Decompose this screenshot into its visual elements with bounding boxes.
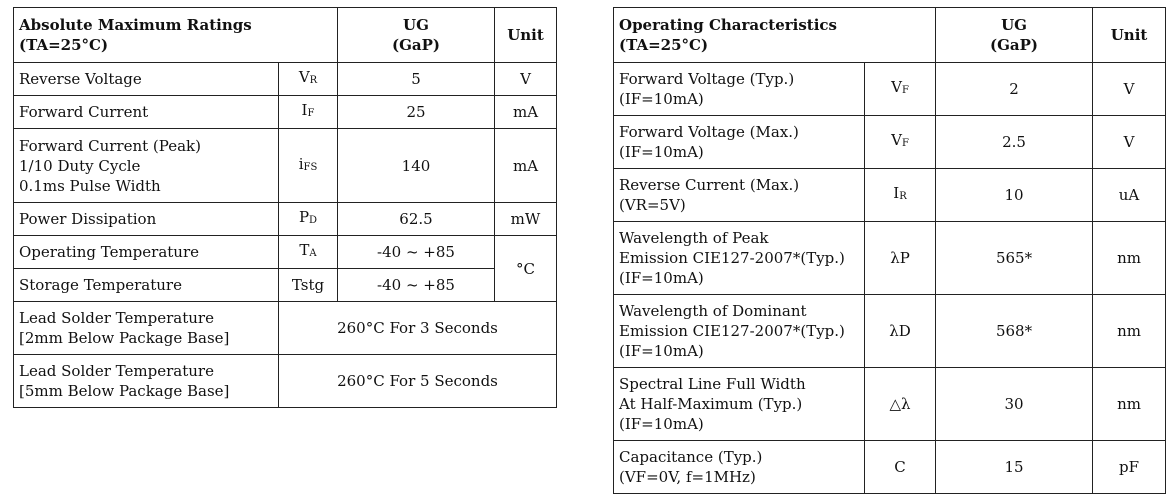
table-row (14, 302, 557, 355)
symbol-cell (865, 63, 936, 116)
symbol-cell (279, 96, 338, 129)
symbol-subscript: D (309, 215, 318, 226)
unit-cell: nm (1093, 295, 1166, 368)
param-cell: Storage Temperature (14, 269, 279, 302)
value-cell: 5 (338, 63, 495, 96)
column-gap: (GaP) (990, 36, 1039, 54)
table-row (614, 441, 1166, 494)
table-title: Absolute Maximum Ratings (19, 16, 252, 34)
unit-cell: nm (1093, 222, 1166, 295)
symbol-cell (279, 129, 338, 203)
table-row (14, 63, 557, 96)
table-header-row (614, 8, 1166, 63)
param-cell: Power Dissipation (14, 203, 279, 236)
param-cell: Wavelength of Peak Emission CIE127-2007*(Typ.) (IF=10mA) (614, 222, 865, 295)
symbol-cell (865, 169, 936, 222)
symbol: I (301, 101, 308, 119)
absolute-maximum-ratings-table (13, 7, 557, 408)
param-cell: Lead Solder Temperature [5mm Below Package Base] (14, 355, 279, 408)
value-cell: 565* (936, 222, 1093, 295)
table-row (614, 368, 1166, 441)
unit-cell: mA (495, 129, 557, 203)
value-cell: 62.5 (338, 203, 495, 236)
symbol: V (891, 78, 902, 96)
symbol: V (891, 131, 902, 149)
symbol-cell: λD (865, 295, 936, 368)
header-unit: Unit (1093, 8, 1166, 63)
header-title-cell (614, 8, 936, 63)
table-row (614, 116, 1166, 169)
symbol-cell (279, 236, 338, 269)
unit-cell: mW (495, 203, 557, 236)
value-cell: 30 (936, 368, 1093, 441)
table-condition: (TA=25°C) (19, 36, 109, 54)
value-cell: -40 ~ +85 (338, 269, 495, 302)
column-ug: UG (1001, 16, 1027, 34)
param-cell: Spectral Line Full Width At Half-Maximum (Typ.) (IF=10mA) (614, 368, 865, 441)
unit-cell: pF (1093, 441, 1166, 494)
value-cell: -40 ~ +85 (338, 236, 495, 269)
header-unit: Unit (495, 8, 557, 63)
symbol-subscript: F (307, 108, 315, 119)
value-cell: 140 (338, 129, 495, 203)
table-condition: (TA=25°C) (619, 36, 709, 54)
value-cell: 260°C For 5 Seconds (279, 355, 557, 408)
unit-cell: °C (495, 236, 557, 302)
value-cell: 260°C For 3 Seconds (279, 302, 557, 355)
table-title: Operating Characteristics (619, 16, 838, 34)
table-row (14, 203, 557, 236)
value-cell: 2.5 (936, 116, 1093, 169)
table-row (14, 236, 557, 269)
value-cell: 25 (338, 96, 495, 129)
param-cell: Lead Solder Temperature [2mm Below Package Base] (14, 302, 279, 355)
unit-cell: mA (495, 96, 557, 129)
param-cell: Forward Current (14, 96, 279, 129)
value-cell: 2 (936, 63, 1093, 116)
symbol: i (298, 154, 304, 173)
param-cell: Forward Current (Peak) 1/10 Duty Cycle 0.1ms Pulse Width (14, 129, 279, 203)
symbol: P (298, 208, 310, 226)
value-cell: 568* (936, 295, 1093, 368)
symbol-cell: △λ (865, 368, 936, 441)
param-cell: Wavelength of Dominant Emission CIE127-2007*(Typ.) (IF=10mA) (614, 295, 865, 368)
header-ug-cell (338, 8, 495, 63)
symbol-subscript: F (901, 138, 909, 149)
table-row (14, 269, 557, 302)
header-title-cell (14, 8, 338, 63)
column-ug: UG (403, 16, 429, 34)
value-cell: 15 (936, 441, 1093, 494)
unit-cell: V (1093, 63, 1166, 116)
symbol: T (299, 241, 310, 259)
symbol: I (893, 184, 900, 202)
table-row (614, 222, 1166, 295)
param-cell: Reverse Voltage (14, 63, 279, 96)
symbol-subscript: FS (303, 161, 318, 173)
table-row (14, 129, 557, 203)
value-cell: 10 (936, 169, 1093, 222)
param-cell: Capacitance (Typ.) (VF=0V, f=1MHz) (614, 441, 865, 494)
column-gap: (GaP) (391, 36, 440, 54)
symbol-cell (279, 203, 338, 236)
unit-cell: V (1093, 116, 1166, 169)
symbol-cell: C (865, 441, 936, 494)
table-row (614, 169, 1166, 222)
operating-characteristics-table (613, 7, 1166, 494)
symbol-cell (279, 63, 338, 96)
header-ug-cell (936, 8, 1093, 63)
symbol-cell (865, 116, 936, 169)
unit-cell: V (495, 63, 557, 96)
param-cell: Forward Voltage (Typ.) (IF=10mA) (614, 63, 865, 116)
table-header-row (14, 8, 557, 63)
symbol-subscript: R (309, 75, 318, 86)
table-row (614, 63, 1166, 116)
param-cell: Forward Voltage (Max.) (IF=10mA) (614, 116, 865, 169)
symbol: V (298, 68, 310, 86)
symbol-cell: Tstg (279, 269, 338, 302)
unit-cell: uA (1093, 169, 1166, 222)
table-row (14, 355, 557, 408)
symbol-subscript: F (901, 85, 909, 96)
symbol-subscript: R (899, 191, 907, 202)
symbol-cell: λP (865, 222, 936, 295)
unit-cell: nm (1093, 368, 1166, 441)
symbol-subscript: A (309, 248, 317, 259)
param-cell: Reverse Current (Max.) (VR=5V) (614, 169, 865, 222)
param-cell: Operating Temperature (14, 236, 279, 269)
table-row (14, 96, 557, 129)
table-row (614, 295, 1166, 368)
